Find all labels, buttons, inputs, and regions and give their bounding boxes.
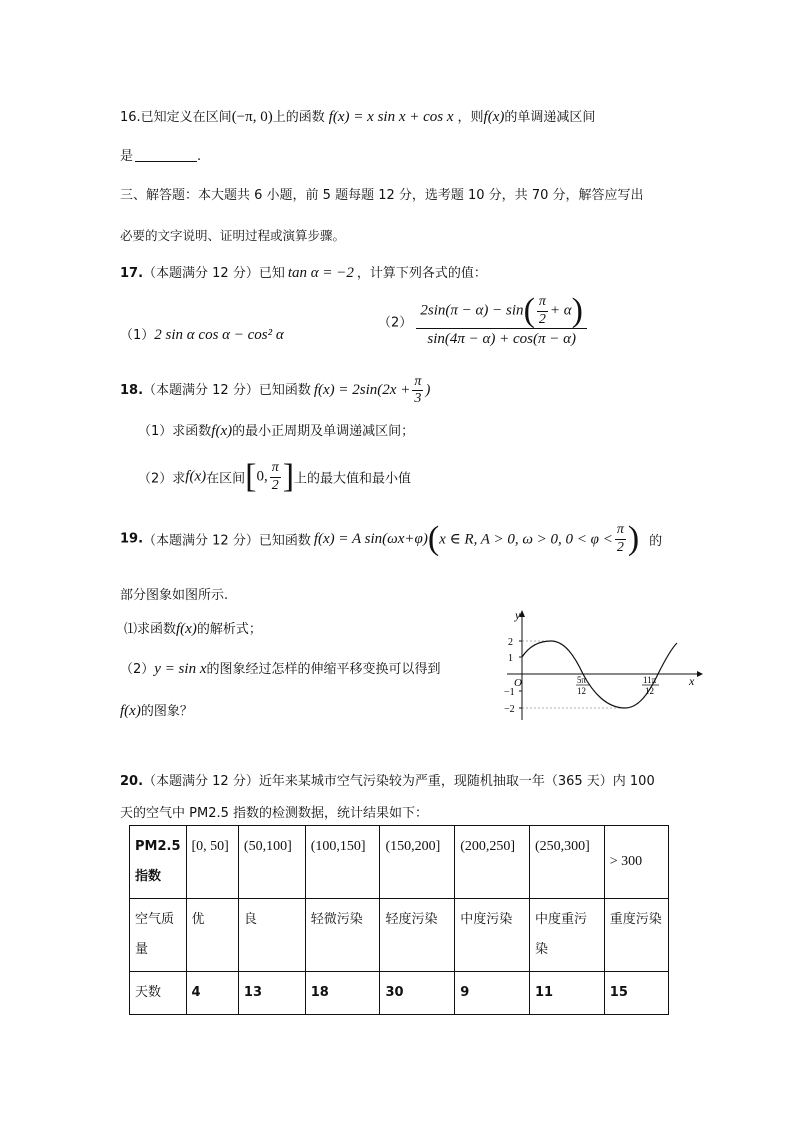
q19-text: （本题满分 12 分）已知函数 (143, 533, 311, 549)
q20-line1: （本题满分 12 分）近年来某城市空气污染较为严重，现随机抽取一年（365 天）内 100 (143, 774, 655, 789)
q17-p2-two: 2 (538, 311, 546, 327)
q19-part2-f: f(x) (120, 703, 141, 719)
q18-interval-a: 0, (256, 468, 268, 485)
cell-range: (50,100] (238, 826, 305, 899)
q20-number: 20. (120, 774, 144, 789)
cell-days: 13 (238, 972, 305, 1015)
cell-days: 9 (455, 972, 530, 1015)
cell-range: (150,200] (380, 826, 455, 899)
cell-range: > 300 (604, 826, 668, 899)
row-header-pm25: PM2.5 指数 (130, 826, 187, 899)
cell-range: (200,250] (455, 826, 530, 899)
q18-three: 3 (414, 391, 422, 407)
q17-p2-alpha: + α (549, 302, 572, 319)
cell-days: 30 (380, 972, 455, 1015)
cell-quality: 轻微污染 (305, 899, 380, 972)
q18-stem (120, 374, 430, 407)
section-heading-cont: 必要的文字说明、证明过程或演算步骤。 (120, 228, 346, 243)
q19-part1-f: f(x) (176, 621, 197, 637)
q19-stem: 19.（本题满分 12 分）已知函数 f(x) = A sin(ωx+φ)(x ∈ R, A > 0, ω > 0, 0 < φ < $\frac{\pi}{2}$ ) 的 (120, 520, 663, 557)
q18-func-b: ) (425, 382, 431, 399)
q16-function: f(x) = x sin x + cos x (328, 109, 454, 125)
q17-text2: ，计算下列各式的值： (356, 266, 487, 281)
ytick-neg2: −2 (504, 704, 515, 715)
cell-days: 18 (305, 972, 380, 1015)
row-header-quality: 空气质量 (130, 899, 187, 972)
ytick-1: 1 (508, 653, 513, 664)
q19-part1-text: ⑴求函数 (124, 622, 177, 637)
q19-part1-b: 的解析式； (196, 622, 262, 637)
cell-quality: 中度污染 (455, 899, 530, 972)
q17-part2: （2） 2sin(π − α) − sin( $\frac{\pi}{2}$ + α) sin(4π − α) + cos(π − α) (378, 294, 587, 348)
q20-stem-cont: 天的空气中 PM2.5 指数的检测数据，统计结果如下： (120, 806, 428, 821)
q18-part1-b: 的最小正周期及单调递减区间； (232, 424, 415, 439)
q16-interval: (−π, 0) (231, 109, 273, 125)
q17-p2-denominator: sin(4π − α) + cos(π − α) (427, 331, 577, 347)
q17-part1 (120, 324, 284, 344)
q19-tail: 的 (649, 533, 663, 549)
table-row-days (130, 972, 669, 1015)
q17-p2-pi: π (537, 294, 548, 311)
q19-cond: x ∈ R, A > 0, ω > 0, 0 < φ < (439, 531, 613, 548)
q18-part1-text: （1）求函数 (138, 424, 212, 439)
q17-text: （本题满分 12 分）已知 (143, 266, 285, 281)
q16-text2: 上的函数 (272, 110, 325, 125)
xtick-5pi-den: 12 (577, 686, 586, 696)
q19-part2 (120, 658, 441, 678)
section-heading: 三、解答题：本大题共 6 小题，前 5 题每题 12 分，选考题 10 分，共 70 分，解答应写出 (120, 188, 644, 203)
q19-part2-label: （2） (120, 662, 155, 677)
xtick-11pi-num: 11π (643, 675, 657, 685)
q16-line2 (120, 145, 201, 164)
cell-days: 4 (186, 972, 238, 1015)
q19-line2: 部分图象如图所示. (120, 588, 229, 603)
q19-cond-pi: π (615, 522, 626, 539)
q19-part2-expr: y = sin x (154, 661, 207, 677)
q17-stem (120, 262, 487, 282)
cell-quality: 轻度污染 (380, 899, 455, 972)
q17-part2-label: （2） (378, 315, 413, 331)
cell-days: 15 (604, 972, 668, 1015)
cell-days: 11 (530, 972, 605, 1015)
x-label: x (689, 674, 695, 688)
q16-line1 (120, 106, 595, 126)
pm25-table (129, 825, 669, 1015)
q18-part1 (138, 420, 414, 440)
x-axis-arrow (697, 671, 703, 677)
q18-part2-text: （2）求 (138, 471, 186, 487)
q19-number: 19. (120, 531, 144, 547)
q18-part1-f: f(x) (211, 423, 233, 439)
q19-part2-b: 的图象经过怎样的伸缩平移变换可以得到 (206, 662, 441, 677)
q17-part1-expr: 2 sin α cos α − cos² α (154, 327, 284, 343)
q20-stem (120, 770, 655, 789)
q18-pi: π (412, 374, 423, 391)
row-header-days: 天数 (130, 972, 187, 1015)
q18-part2-c: 上的最大值和最小值 (294, 471, 412, 487)
q18-text: （本题满分 12 分）已知函数 (143, 383, 311, 399)
table-row-index (130, 826, 669, 899)
q18-func-a: f(x) = 2sin(2x + (313, 382, 411, 399)
cell-range: [0, 50] (186, 826, 238, 899)
cell-range: (250,300] (530, 826, 605, 899)
answer-blank[interactable] (135, 149, 197, 162)
q18-number: 18. (120, 383, 144, 399)
q19-part2-c: 的图象？ (140, 704, 193, 719)
q16-text5: 是 (120, 149, 134, 164)
q17-p2-numerator: 2sin(π − α) − sin (420, 302, 524, 319)
cell-range: (100,150] (305, 826, 380, 899)
sine-graph (497, 605, 705, 725)
ytick-2: 2 (508, 637, 513, 648)
q16-fx: f(x) (483, 109, 505, 125)
q17-number: 17. (120, 266, 144, 281)
q18-part2: （2）求f(x)在区间[0, $\frac{\pi}{2}$ ]上的最大值和最小值 (138, 458, 412, 495)
q18-part2-f: f(x) (185, 468, 207, 485)
q16-period: . (197, 149, 202, 164)
cell-quality: 良 (238, 899, 305, 972)
table-row-quality (130, 899, 669, 972)
q18-part2-b: 在区间 (206, 471, 246, 487)
q16-text1: 16.已知定义在区间 (120, 110, 232, 125)
ytick-neg1: −1 (504, 687, 515, 698)
cell-quality: 优 (186, 899, 238, 972)
q17-part1-label: （1） (120, 328, 155, 343)
y-label: y (515, 608, 521, 622)
q18-interval-two: 2 (271, 477, 279, 493)
q19-part2-cont (120, 700, 193, 720)
q19-part1 (124, 618, 262, 638)
xtick-11pi-den: 12 (645, 686, 654, 696)
q17-given: tan α = −2 (287, 265, 354, 281)
xtick-5pi-num: 5π (577, 675, 587, 685)
cell-quality: 中度重污染 (530, 899, 605, 972)
q19-func: f(x) = A sin(ωx+φ) (313, 530, 428, 547)
q19-cond-two: 2 (616, 539, 624, 555)
cell-quality: 重度污染 (604, 899, 668, 972)
q16-text4: 的单调递减区间 (504, 110, 596, 125)
q18-interval-pi: π (270, 460, 281, 477)
q16-text3: ，则 (457, 110, 484, 125)
origin-label: O (514, 677, 522, 689)
